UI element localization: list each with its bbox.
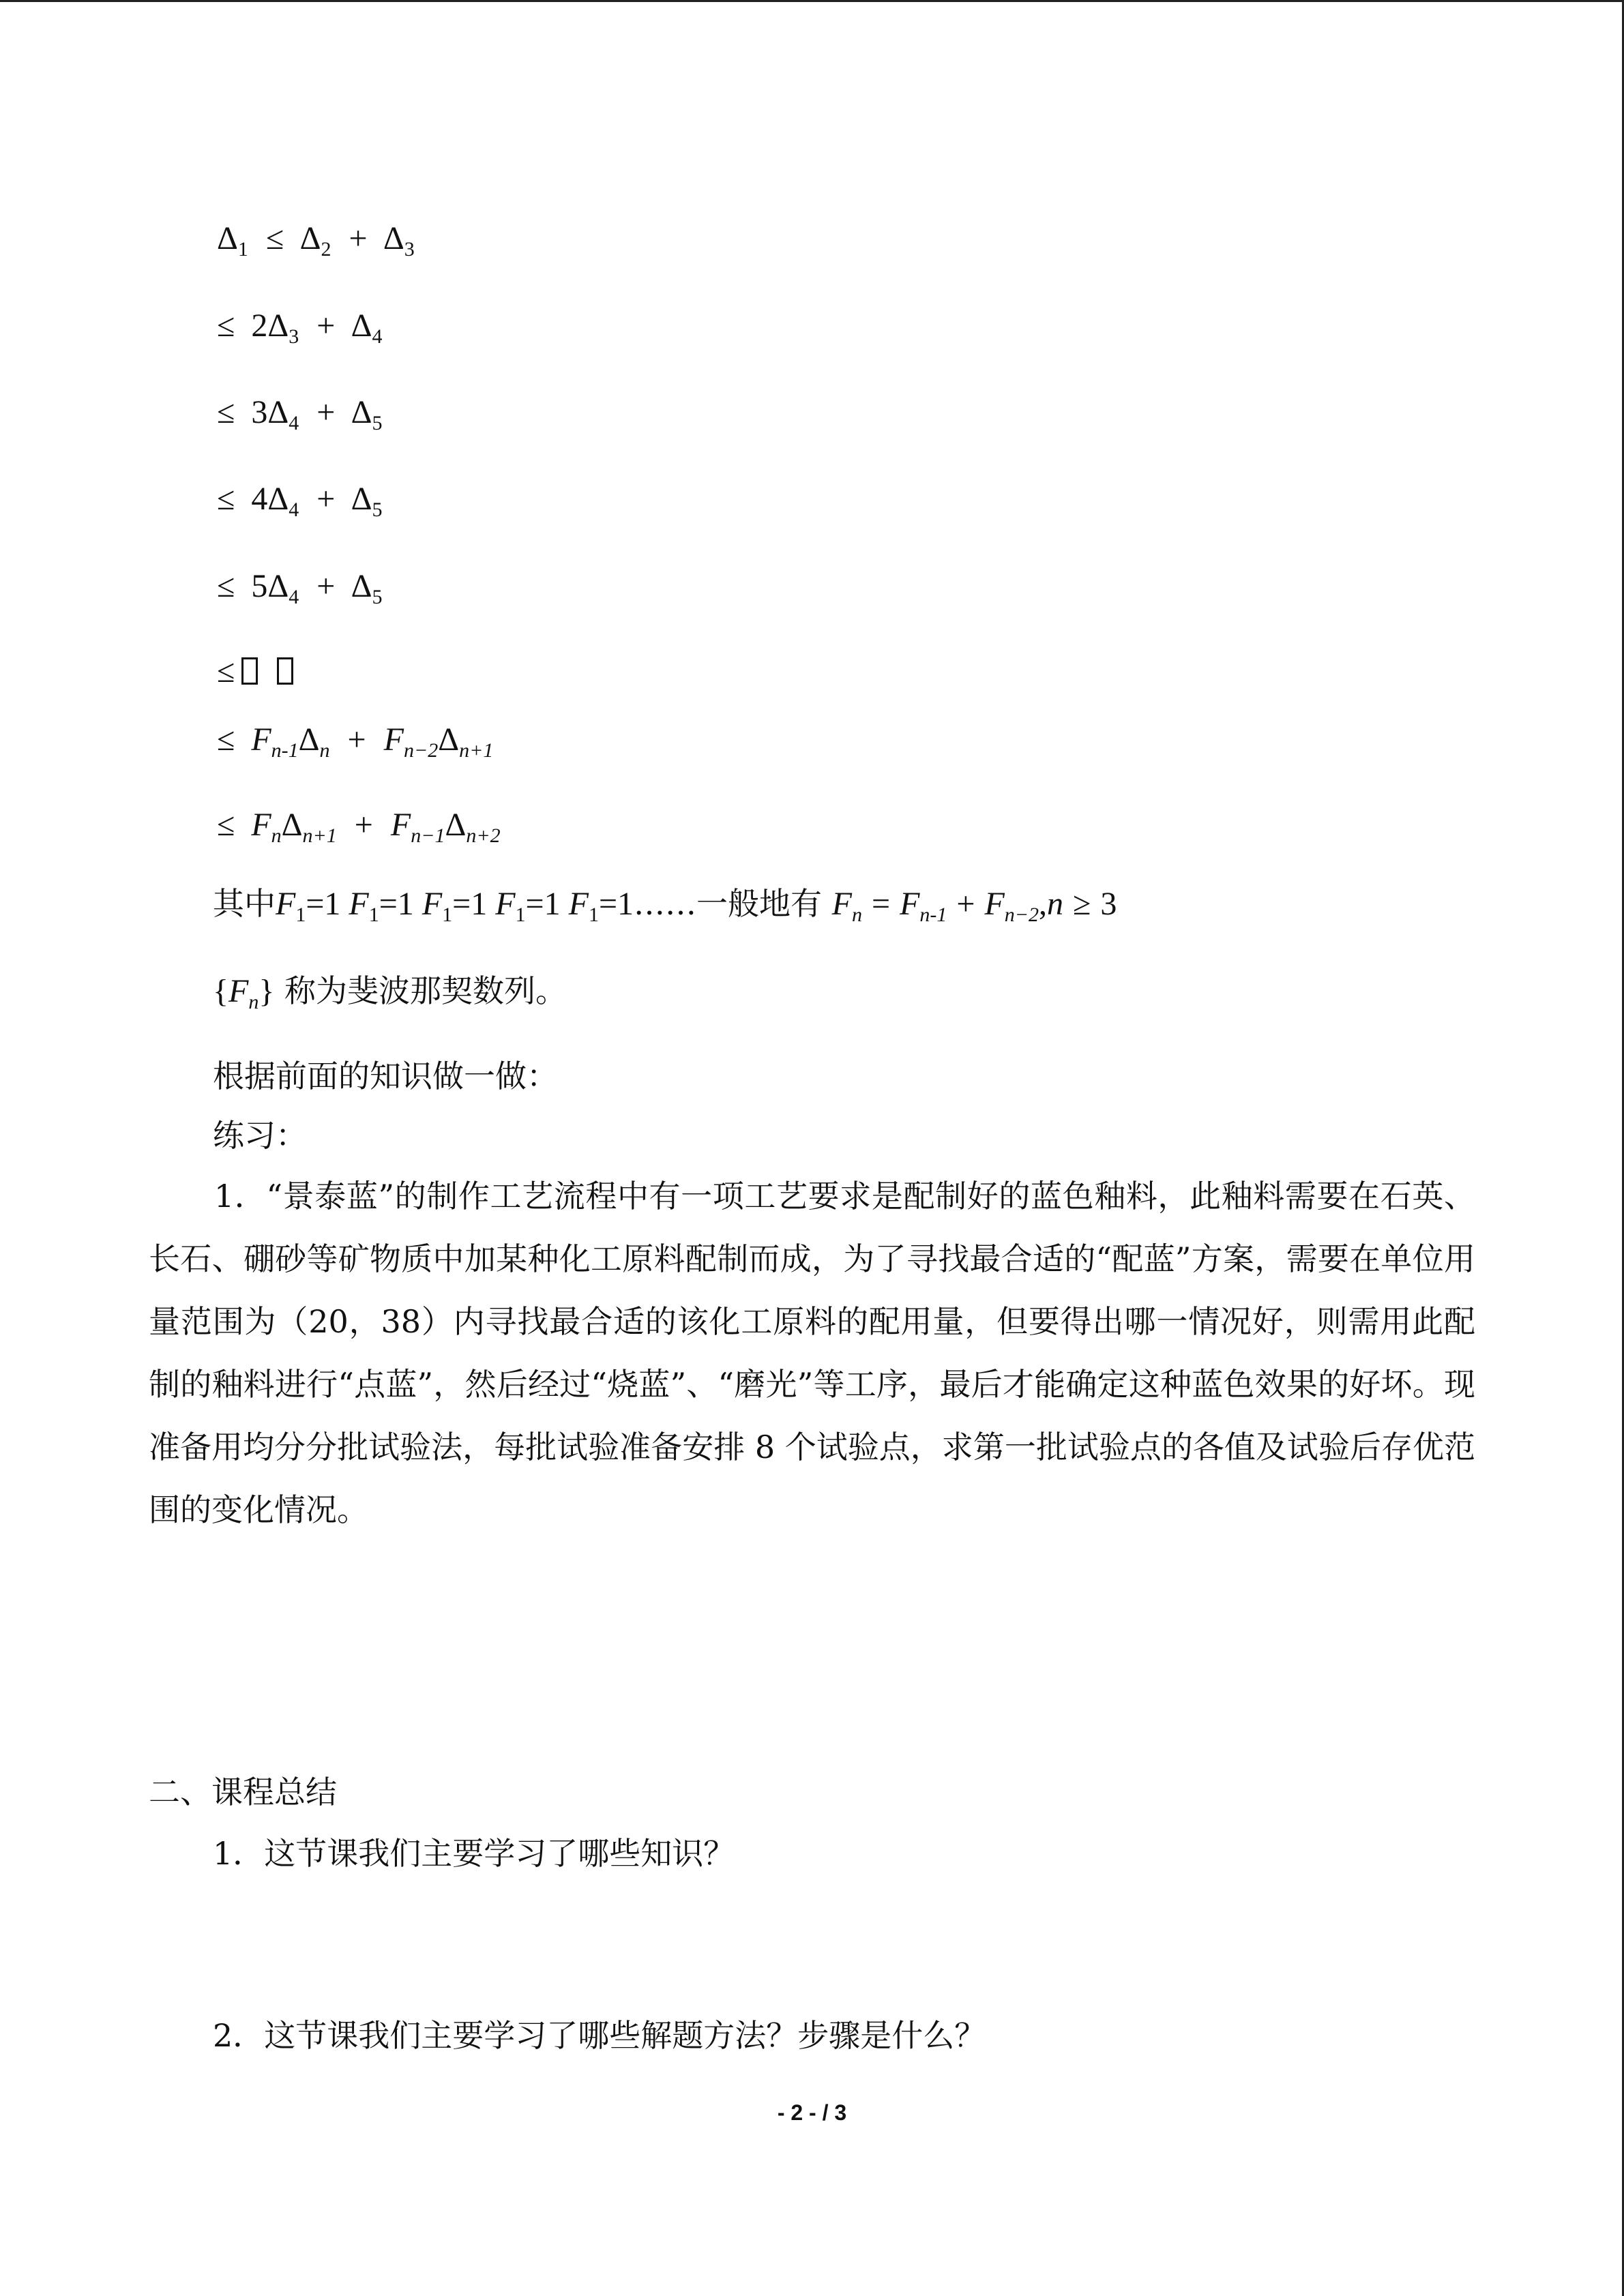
instruction-text: 根据前面的知识做一做： <box>213 1058 558 1094</box>
inequality-line-2: ≤ $2\Delta_3 + \Delta_4$ <box>217 308 383 348</box>
placeholder-box-icon <box>241 657 258 685</box>
inequality-line-4: ≤ $4\Delta_4 + \Delta_5$ <box>217 481 383 521</box>
inequality-line-3: ≤ $3\Delta_4 + \Delta_5$ <box>217 394 383 434</box>
inequality-line-5: ≤ $5\Delta_4 + \Delta_5$ <box>217 568 383 608</box>
page-border-top <box>0 0 1624 2</box>
fibonacci-name-line: $\{F_n\}$ 称为斐波那契数列。 <box>213 972 567 1013</box>
summary-question-2: 2．这节课我们主要学习了哪些解题方法？步骤是什么？ <box>213 2017 986 2054</box>
placeholder-box-icon <box>277 657 293 685</box>
section-heading-summary: 二、课程总结 <box>149 1774 337 1810</box>
inequality-line-1: $\Delta_1 \le \Delta_2 + \Delta_3$ <box>217 220 415 260</box>
inequality-line-8: ≤ $F_n\Delta_{n+1} + F_{n-1}\Delta_{n+2}$ <box>217 807 501 847</box>
inequality-line-7: ≤ $F_{n-1}\Delta_n + F_{n-2}\Delta_{n+1}$ <box>217 721 494 762</box>
inequality-line-6: ≤ <box>217 651 293 692</box>
summary-question-1: 1．这节课我们主要学习了哪些知识？ <box>213 1835 735 1872</box>
fibonacci-definition-line: 其中$F_1=1$ $F_1=1$ $F_1=1$ $F_1=1$ $F_1=1\dots\dots$一般地有 $F_n = F_{n-1} + F_{n-2},n \ge 3$ <box>213 885 1117 926</box>
exercise-1-paragraph: 1．“景泰蓝”的制作工艺流程中有一项工艺要求是配制好的蓝色釉料，此釉料需要在石英、长石、硼砂等矿物质中加某种化工原料配制而成，为了寻找最合适的“配蓝”方案，需要在单位用量范围为（20，38）内寻找最合适的该化工原料的配用量，但要得出哪一情况好，则需用此配制的釉料进行“点蓝”，然后经过“烧蓝”、“磨光”等工序，最后才能确定这种蓝色效果的好坏。现准备用均分分批试验法，每批试验准备安排 8 个试验点，求第一批试验点的各值及试验后存优范围的变化情况。 <box>149 1178 1475 1528</box>
page-number: - 2 - / 3 <box>777 2100 847 2125</box>
exercise-heading: 练习： <box>213 1117 307 1154</box>
